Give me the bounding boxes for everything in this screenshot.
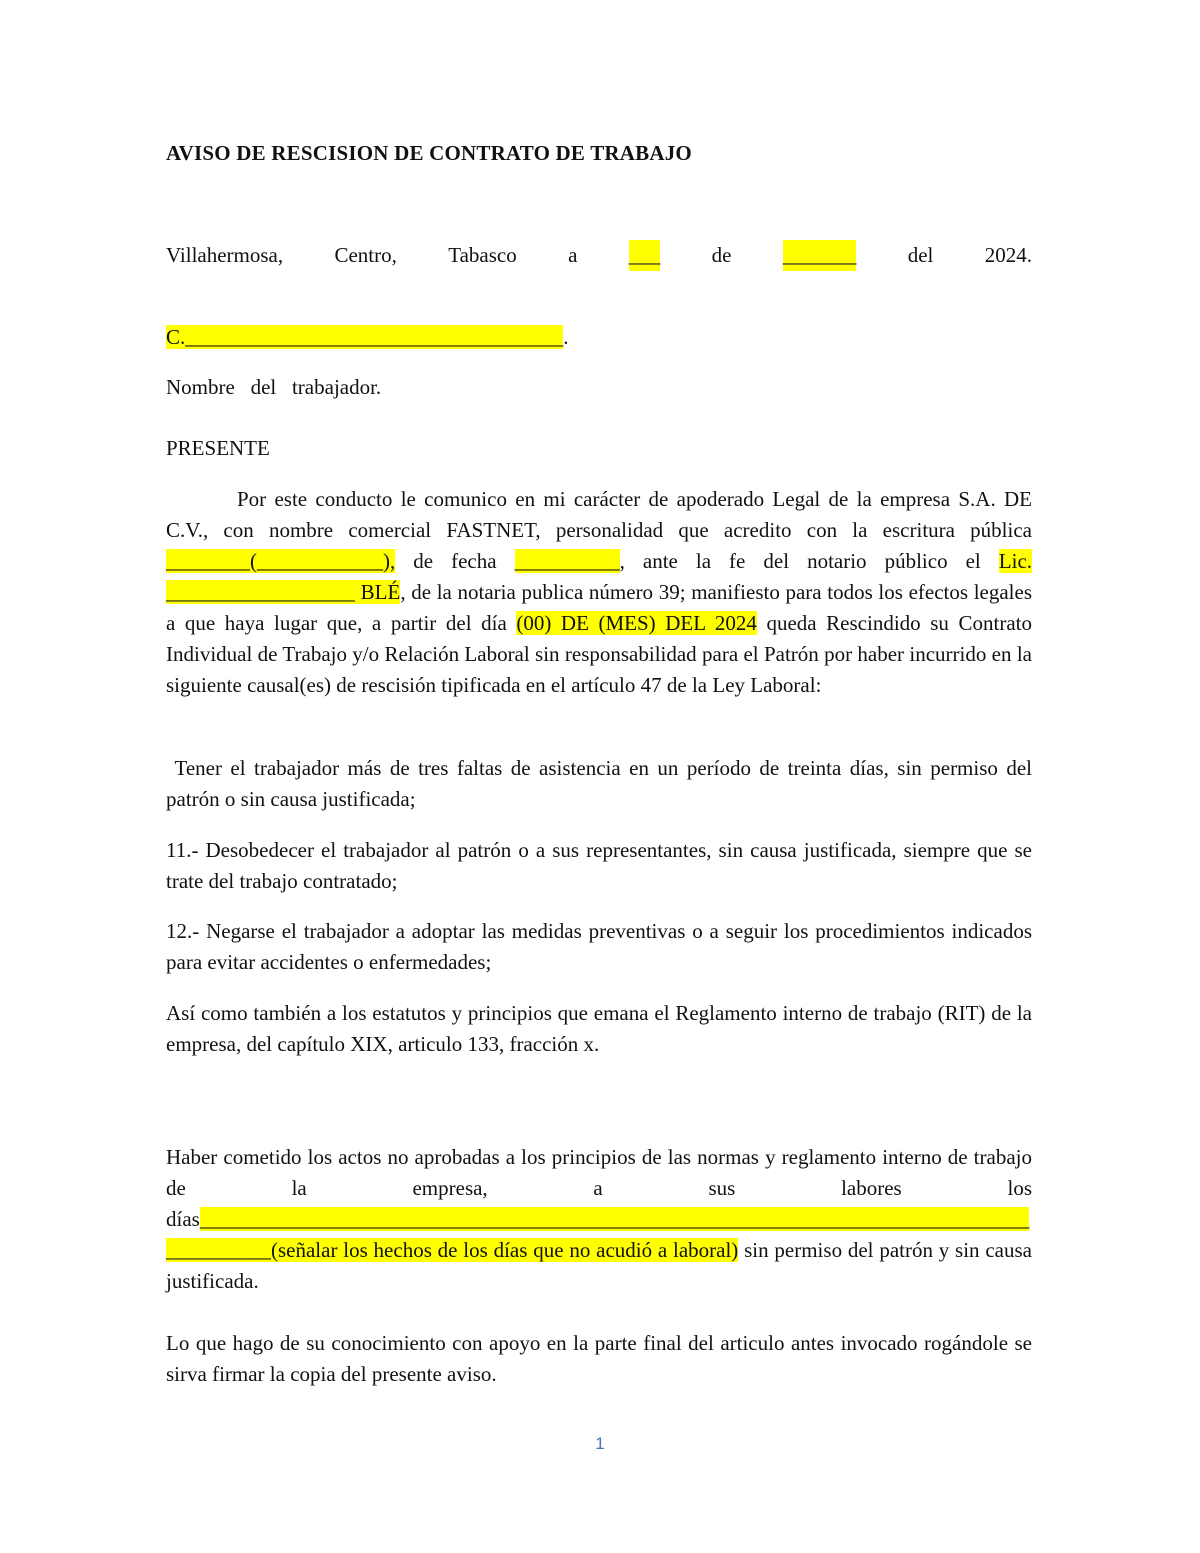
closing-paragraph: Lo que hago de su conocimiento con apoyo en la parte final del articulo antes invocado rogándole se sirva firmar la copia del presente aviso. xyxy=(166,1331,1032,1386)
text-run: , de la notaria publica número 39; manifiesto para todos los efectos legales a que haya lugar que, a partir del día xyxy=(166,580,1032,635)
deed-blank: ________(____________), xyxy=(166,549,396,573)
presente-label: PRESENTE xyxy=(166,436,270,460)
date-word: Centro, xyxy=(334,243,397,267)
text-run: queda Rescindido su Contrato Individual de Trabajo y/o Relación Laboral sin responsabilidad para el Patrón por haber incurrido en la siguiente causal(es) de rescisión tipificada en el artículo 47 de la Ley Laboral: xyxy=(166,611,1032,697)
date-year: 2024. xyxy=(984,243,1032,267)
date-word: Tabasco xyxy=(448,243,517,267)
text-run: , ante la fe del notario público el xyxy=(619,549,999,573)
text-run xyxy=(355,580,361,604)
deed-date-blank: __________ xyxy=(514,549,620,573)
text-run: de fecha xyxy=(395,549,515,573)
rescission-date: (00) DE (MES) DEL 2024 xyxy=(516,611,757,635)
facts-blank: __________ xyxy=(166,1238,271,1262)
cause-paragraph-12: 12.- Negarse el trabajador a adoptar las medidas preventivas o a seguir los procedimientos indicados para evitar accidentes o enfermedades; xyxy=(166,919,1032,974)
document-title: AVISO DE RESCISION DE CONTRATO DE TRABAJO xyxy=(166,141,692,165)
addressee-suffix: . xyxy=(563,325,569,349)
addressee-prefix: C. xyxy=(166,325,186,349)
rit-paragraph: Así como también a los estatutos y principios que emana el Reglamento interno de trabajo (RIT) de la empresa, del capítulo XIX, articulo 133, fracción x. xyxy=(166,1001,1032,1056)
date-word: Villahermosa, xyxy=(166,243,284,267)
notary-surname: BLÉ xyxy=(360,580,401,604)
addressee-line xyxy=(166,322,1032,353)
days-blank: _______________________________________________________________________________ xyxy=(199,1207,1030,1231)
cause-paragraph-11: 11.- Desobedecer el trabajador al patrón o a sus representantes, sin causa justificada, siempre que se trate del trabajo contratado; xyxy=(166,838,1032,893)
addressee-blank: ____________________________________ xyxy=(185,325,564,349)
text-run: Haber cometido los actos no aprobadas a los principios de las normas y reglamento interno de trabajo de la empresa, a sus labores los días xyxy=(166,1145,1032,1231)
facts-instruction: (señalar los hechos de los días que no acudió a laboral) xyxy=(271,1238,739,1262)
day-blank: ___ xyxy=(629,240,661,271)
notary-blank: __________________ xyxy=(166,580,355,604)
facts-paragraph xyxy=(166,1142,1032,1297)
text-run: sin permiso del patrón y sin causa justificada. xyxy=(166,1238,1032,1293)
cause-paragraph-1: Tener el trabajador más de tres faltas de asistencia en un período de treinta días, sin permiso del patrón o sin causa justificada; xyxy=(166,756,1038,811)
date-word: a xyxy=(568,243,578,267)
worker-label: Nombre del trabajador. xyxy=(166,375,382,399)
date-word: del xyxy=(907,243,934,267)
page-number: 1 xyxy=(595,1434,605,1453)
text-run: Por este conducto le comunico en mi carácter de apoderado Legal de la empresa S.A. DE C.V., con nombre comercial FASTNET, personalidad que acredito con la escritura pública xyxy=(166,487,1032,542)
month-blank: _______ xyxy=(783,240,857,271)
lic-label: Lic. xyxy=(998,549,1033,573)
date-line xyxy=(166,240,1032,271)
paragraph-main xyxy=(166,484,1032,701)
date-word: de xyxy=(711,243,732,267)
